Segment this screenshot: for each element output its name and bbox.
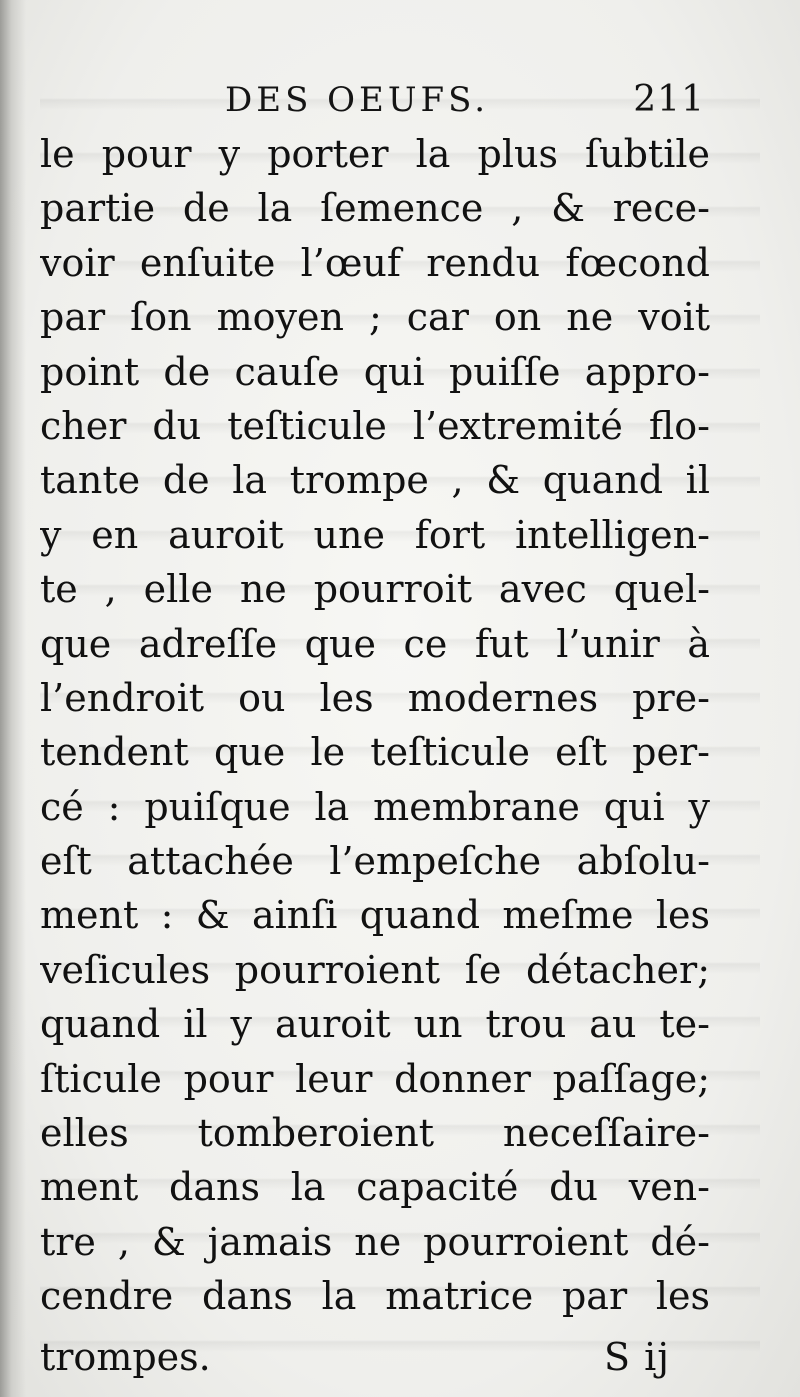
text-line: point de cauſe qui puiſſe appro- (40, 349, 710, 394)
text-line: partie de la ſemence , & rece- (40, 186, 710, 231)
text-line: cher du teſticule l’extremité flo- (40, 403, 710, 448)
text-line: ment dans la capacité du ven- (40, 1165, 710, 1210)
signature-mark: S ij (603, 1335, 670, 1379)
text-line: ment : & ainſi quand meſme les (40, 893, 710, 938)
closing-word: trompes. (40, 1335, 211, 1379)
page-number: 211 (633, 79, 705, 120)
text-line: cé : puiſque la membrane qui y (40, 784, 710, 829)
text-line: tre , & jamais ne pourroient dé- (40, 1219, 710, 1264)
text-line: quand il y auroit un trou au te- (40, 1002, 710, 1047)
text-line: y en auroit une fort intelligen- (40, 512, 710, 557)
running-title: DES OEUFS. (225, 80, 490, 120)
body-text (40, 127, 710, 1324)
spine-shadow (0, 0, 26, 1397)
page-footer (40, 1330, 670, 1384)
text-line: l’endroit ou les modernes pre- (40, 675, 710, 720)
text-line: le pour y porter la plus ſubtile (40, 132, 710, 176)
text-line: que adreſſe que ce fut l’unir à (40, 621, 710, 666)
text-line: cendre dans la matrice par les (40, 1274, 710, 1319)
text-line: voir enſuite l’œuf rendu fœcond (40, 240, 710, 285)
text-line: veſicules pourroient ſe détacher; (40, 947, 710, 992)
text-line: te , elle ne pourroit avec quel- (40, 567, 710, 612)
text-line: par ſon moyen ; car on ne voit (40, 295, 710, 340)
text-line: tendent que le teſticule eſt per- (40, 730, 710, 775)
text-line: ſticule pour leur donner paſſage; (40, 1056, 710, 1101)
page-header (225, 76, 705, 124)
text-line: elles tomberoient neceſſaire- (40, 1111, 710, 1156)
text-line: eſt attachée l’empeſche abſolu- (40, 839, 710, 884)
text-line: tante de la trompe , & quand il (40, 458, 710, 503)
